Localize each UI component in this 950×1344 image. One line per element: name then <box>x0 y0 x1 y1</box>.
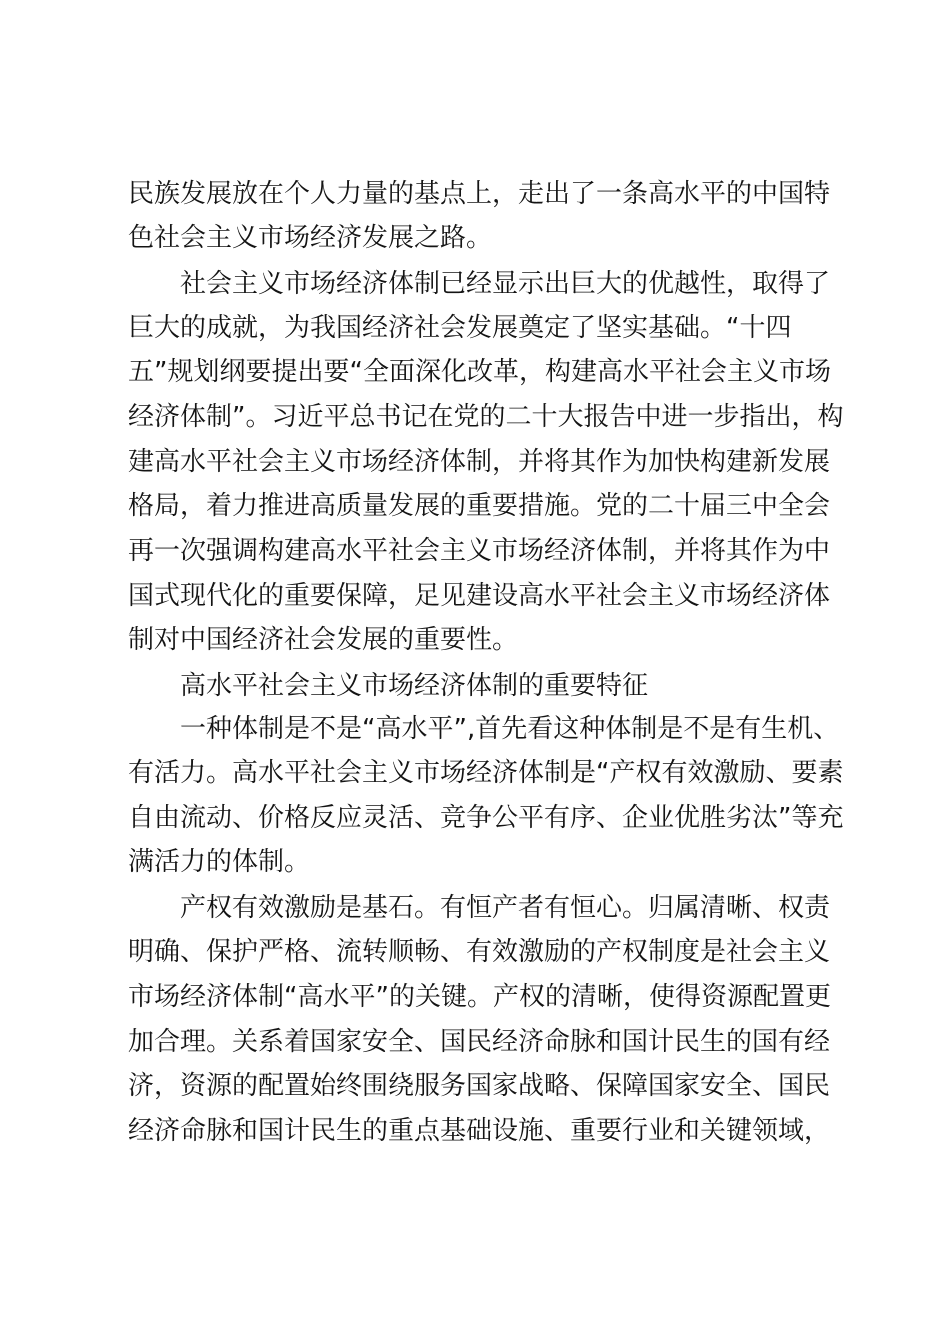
text-line-content: 格局，着力推进高质量发展的重要措施。党的二十届三中全会 <box>128 491 831 521</box>
text-line-content: 民族发展放在个人力量的基点上，走出了一条高水平的中国特 <box>128 179 831 209</box>
text-line-content: 产权有效激励是基石。有恒产者有恒心。归属清晰、权责 <box>180 893 831 923</box>
text-line-content: 五”规划纲要提出要“全面深化改革，构建高水平社会主义市场 <box>128 357 831 387</box>
text-line-content: 经济体制”。习近平总书记在党的二十大报告中进一步指出，构 <box>128 402 844 432</box>
text-line <box>0 529 950 573</box>
text-line <box>0 796 950 840</box>
text-line <box>0 840 950 884</box>
text-line <box>0 707 950 751</box>
text-line-content: 市场经济体制“高水平”的关键。产权的清晰，使得资源配置更 <box>128 982 831 1012</box>
text-line-content: 建高水平社会主义市场经济体制，并将其作为加快构建新发展 <box>128 447 831 477</box>
text-line <box>0 306 950 350</box>
text-line-content: 制对中国经济社会发展的重要性。 <box>128 625 519 655</box>
text-line <box>0 1020 950 1064</box>
section-heading-text: 高水平社会主义市场经济体制的重要特征 <box>180 671 649 701</box>
text-line-content: 自由流动、价格反应灵活、竞争公平有序、企业优胜劣汰”等充 <box>128 803 844 833</box>
text-line <box>0 350 950 394</box>
text-line-content: 满活力的体制。 <box>128 847 311 877</box>
text-line <box>0 440 950 484</box>
text-line <box>0 886 950 930</box>
text-line <box>0 484 950 528</box>
text-line <box>0 395 950 439</box>
text-line <box>0 930 950 974</box>
text-line-content: 加合理。关系着国家安全、国民经济命脉和国计民生的国有经 <box>128 1027 831 1057</box>
text-line-content: 再一次强调构建高水平社会主义市场经济体制，并将其作为中 <box>128 536 831 566</box>
text-line <box>0 172 950 216</box>
text-line <box>0 751 950 795</box>
text-line <box>0 1109 950 1153</box>
text-line-content: 社会主义市场经济体制已经显示出巨大的优越性，取得了 <box>180 269 831 299</box>
text-line <box>0 262 950 306</box>
text-line-content: 有活力。高水平社会主义市场经济体制是“产权有效激励、要素 <box>128 758 844 788</box>
text-line <box>0 574 950 618</box>
text-line <box>0 618 950 662</box>
text-line-content: 一种体制是不是“高水平”,首先看这种体制是不是有生机、 <box>180 714 840 744</box>
text-line-content: 经济命脉和国计民生的重点基础设施、重要行业和关键领域， <box>128 1116 831 1146</box>
text-line <box>0 975 950 1019</box>
text-line-content: 巨大的成就，为我国经济社会发展奠定了坚实基础。“十四 <box>128 313 792 343</box>
text-line-content: 济，资源的配置始终围绕服务国家战略、保障国家安全、国民 <box>128 1071 831 1101</box>
text-line-content: 色社会主义市场经济发展之路。 <box>128 223 493 253</box>
text-line <box>0 216 950 260</box>
section-heading <box>0 664 950 708</box>
text-line-content: 明确、保护严格、流转顺畅、有效激励的产权制度是社会主义 <box>128 937 831 967</box>
text-line <box>0 1064 950 1108</box>
text-line-content: 国式现代化的重要保障，足见建设高水平社会主义市场经济体 <box>128 581 831 611</box>
